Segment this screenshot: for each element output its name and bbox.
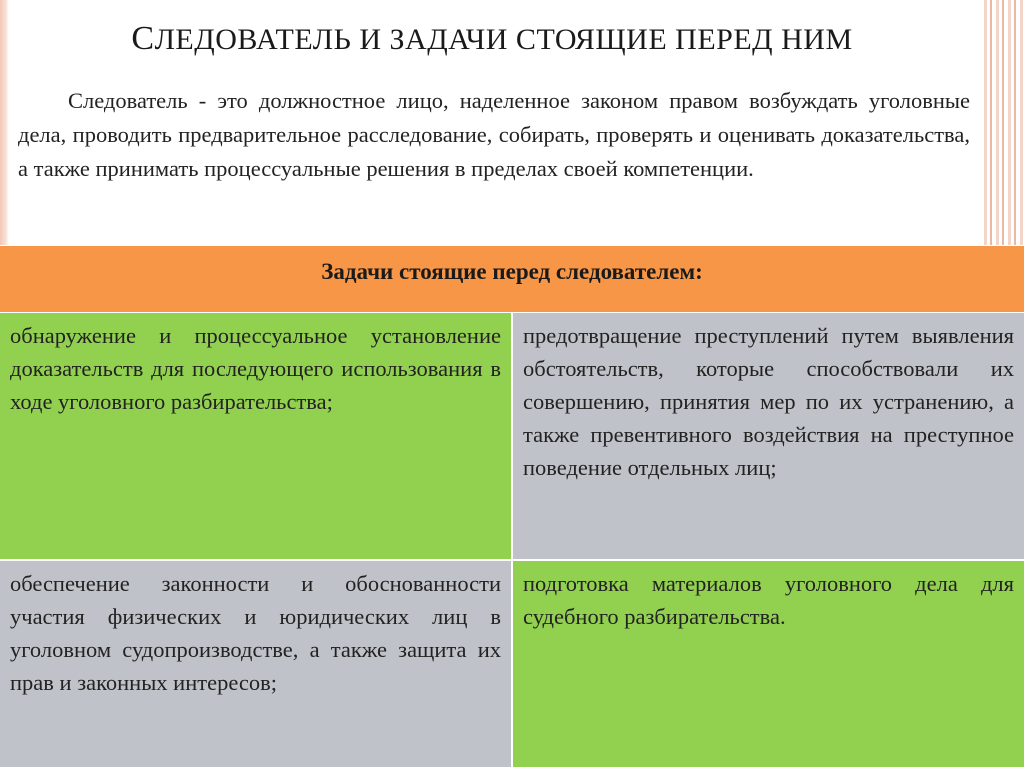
table-divider-horizontal xyxy=(0,559,1024,561)
table-cell-row2-left: обеспечение законности и обоснованности участия физических и юридических лиц в уголовном судопроизводстве, а также защита их прав и законных интересов; xyxy=(0,561,511,767)
table-cell-row1-left: обнаружение и процессуальное установление доказательств для последующего использования в ходе уголовного разбирательства; xyxy=(0,313,511,559)
table-header: Задачи стоящие перед следователем: xyxy=(0,246,1024,312)
table-cell-row2-right: подготовка материалов уголовного дела для судебного разбирательства. xyxy=(513,561,1024,767)
table-cell-row1-right: предотвращение преступлений путем выявления обстоятельств, которые способствовали их совершению, принятия мер по их устранению, а также превентивного воздействия на преступное поведение отдельных лиц; xyxy=(513,313,1024,559)
slide-title xyxy=(0,14,984,64)
title-first-letter: С xyxy=(131,20,155,57)
decorative-frame-right xyxy=(984,0,1024,245)
definition-paragraph: Следователь - это должностное лицо, наделенное законом правом возбуждать уголовные дела, проводить предварительное расследование, собирать, проверять и оценивать доказательства, а также принимать процессуальные решения в пределах своей компетенции. xyxy=(18,88,970,181)
table-divider-vertical xyxy=(511,313,513,767)
title-rest: ЛЕДОВАТЕЛЬ И ЗАДАЧИ СТОЯЩИЕ ПЕРЕД НИМ xyxy=(154,23,853,56)
